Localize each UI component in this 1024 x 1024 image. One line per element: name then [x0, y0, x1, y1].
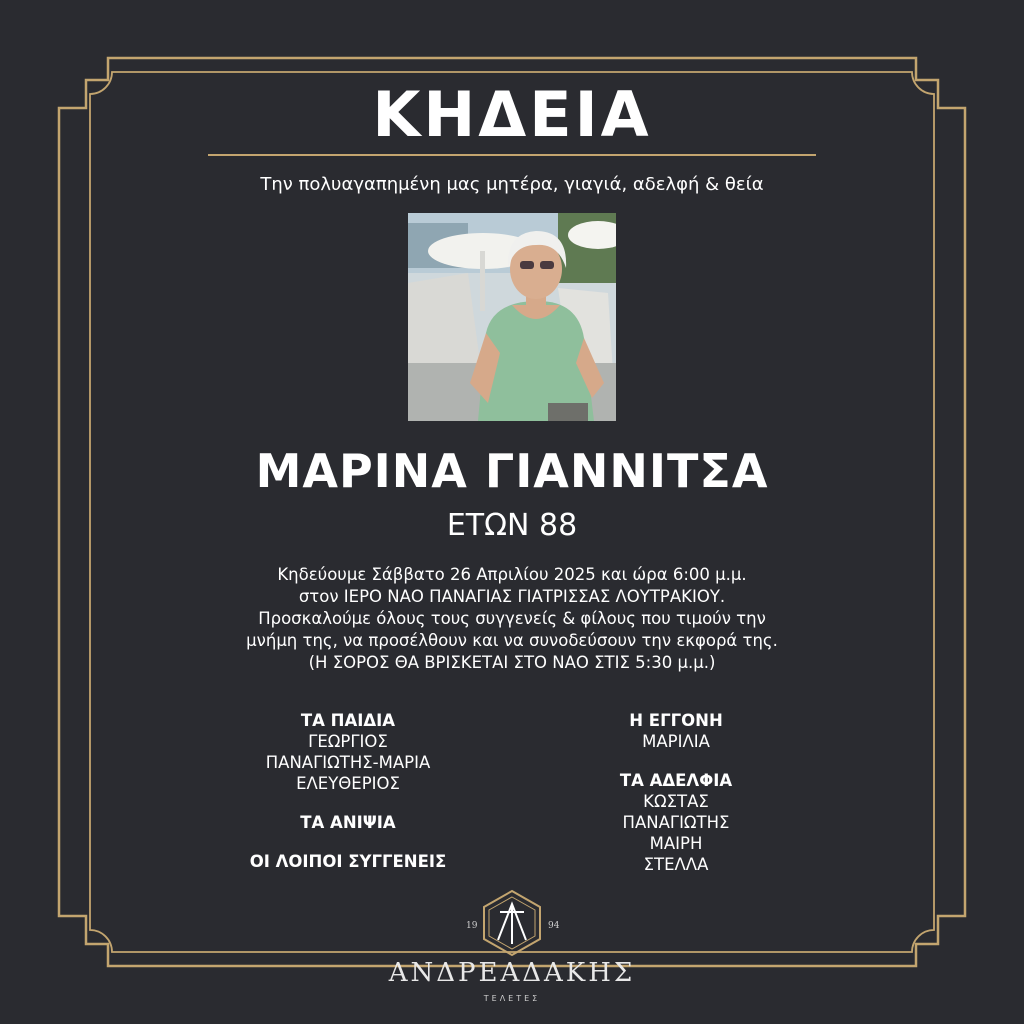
group-title: Η ΕΓΓΟΝΗ — [629, 711, 723, 730]
mourner-group-siblings — [548, 770, 804, 875]
mourner-group-children — [220, 710, 476, 794]
brand-name: ΑΝΔΡΕΑΔΑΚΗΣ — [388, 958, 636, 988]
group-title: ΤΑ ΑΝΙΨΙΑ — [300, 813, 396, 832]
mourner-name: ΕΛΕΥΘΕΡΙΟΣ — [296, 774, 400, 793]
mourner-name: ΓΕΩΡΓΙΟΣ — [308, 732, 388, 751]
logo-year-right: 94 — [548, 921, 560, 931]
announcement-line: μνήμη της, να προσέλθουν και να συνοδεύσουν την εκφορά της. — [246, 631, 778, 650]
group-title: ΟΙ ΛΟΙΠΟΙ ΣΥΓΓΕΝΕΙΣ — [249, 852, 447, 871]
subtitle: Την πολυαγαπημένη μας μητέρα, γιαγιά, αδελφή & θεία — [260, 174, 764, 195]
mourner-name: ΠΑΝΑΓΙΩΤΗΣ — [622, 813, 730, 832]
mourner-name: ΜΑΡΙΛΙΑ — [642, 732, 710, 751]
page-title: ΚΗΔΕΙΑ — [372, 78, 652, 151]
mourners-right-column — [548, 710, 804, 893]
mourners-left-column — [220, 710, 476, 890]
hexagon-monogram-icon — [452, 888, 572, 958]
mourner-group-granddaughter — [548, 710, 804, 752]
mourner-group-nephews — [220, 812, 476, 833]
mourner-group-relatives — [220, 851, 476, 872]
brand-subtitle: ΤΕΛΕΤΕΣ — [483, 994, 541, 1003]
title-divider — [208, 154, 816, 156]
mourner-name: ΣΤΕΛΛΑ — [643, 855, 709, 874]
mourner-name: ΜΑΙΡΗ — [649, 834, 703, 853]
group-title: ΤΑ ΑΔΕΛΦΙΑ — [619, 771, 733, 790]
funeral-announcement — [180, 564, 844, 674]
announcement-line: Κηδεύουμε Σάββατο 26 Απριλίου 2025 και ώρα 6:00 μ.μ. — [277, 565, 747, 584]
announcement-line: (Η ΣΟΡΟΣ ΘΑ ΒΡΙΣΚΕΤΑΙ ΣΤΟ ΝΑΟ ΣΤΙΣ 5:30 μ.μ.) — [308, 653, 716, 672]
mourner-name: ΠΑΝΑΓΙΩΤΗΣ-ΜΑΡΙΑ — [265, 753, 431, 772]
announcement-line: στον ΙΕΡΟ ΝΑΟ ΠΑΝΑΓΙΑΣ ΓΙΑΤΡΙΣΣΑΣ ΛΟΥΤΡΑΚΙΟΥ. — [298, 587, 726, 606]
group-title: ΤΑ ΠΑΙΔΙΑ — [300, 711, 396, 730]
mourner-name: ΚΩΣΤΑΣ — [643, 792, 709, 811]
deceased-photo — [408, 213, 616, 421]
deceased-name: ΜΑΡΙΝΑ ΓΙΑΝΝΙΤΣΑ — [255, 444, 769, 498]
announcement-line: Προσκαλούμε όλους τους συγγενείς & φίλους που τιμούν την — [258, 609, 766, 628]
deceased-age: ΕΤΩΝ 88 — [446, 508, 578, 543]
logo-year-left: 19 — [466, 921, 478, 931]
